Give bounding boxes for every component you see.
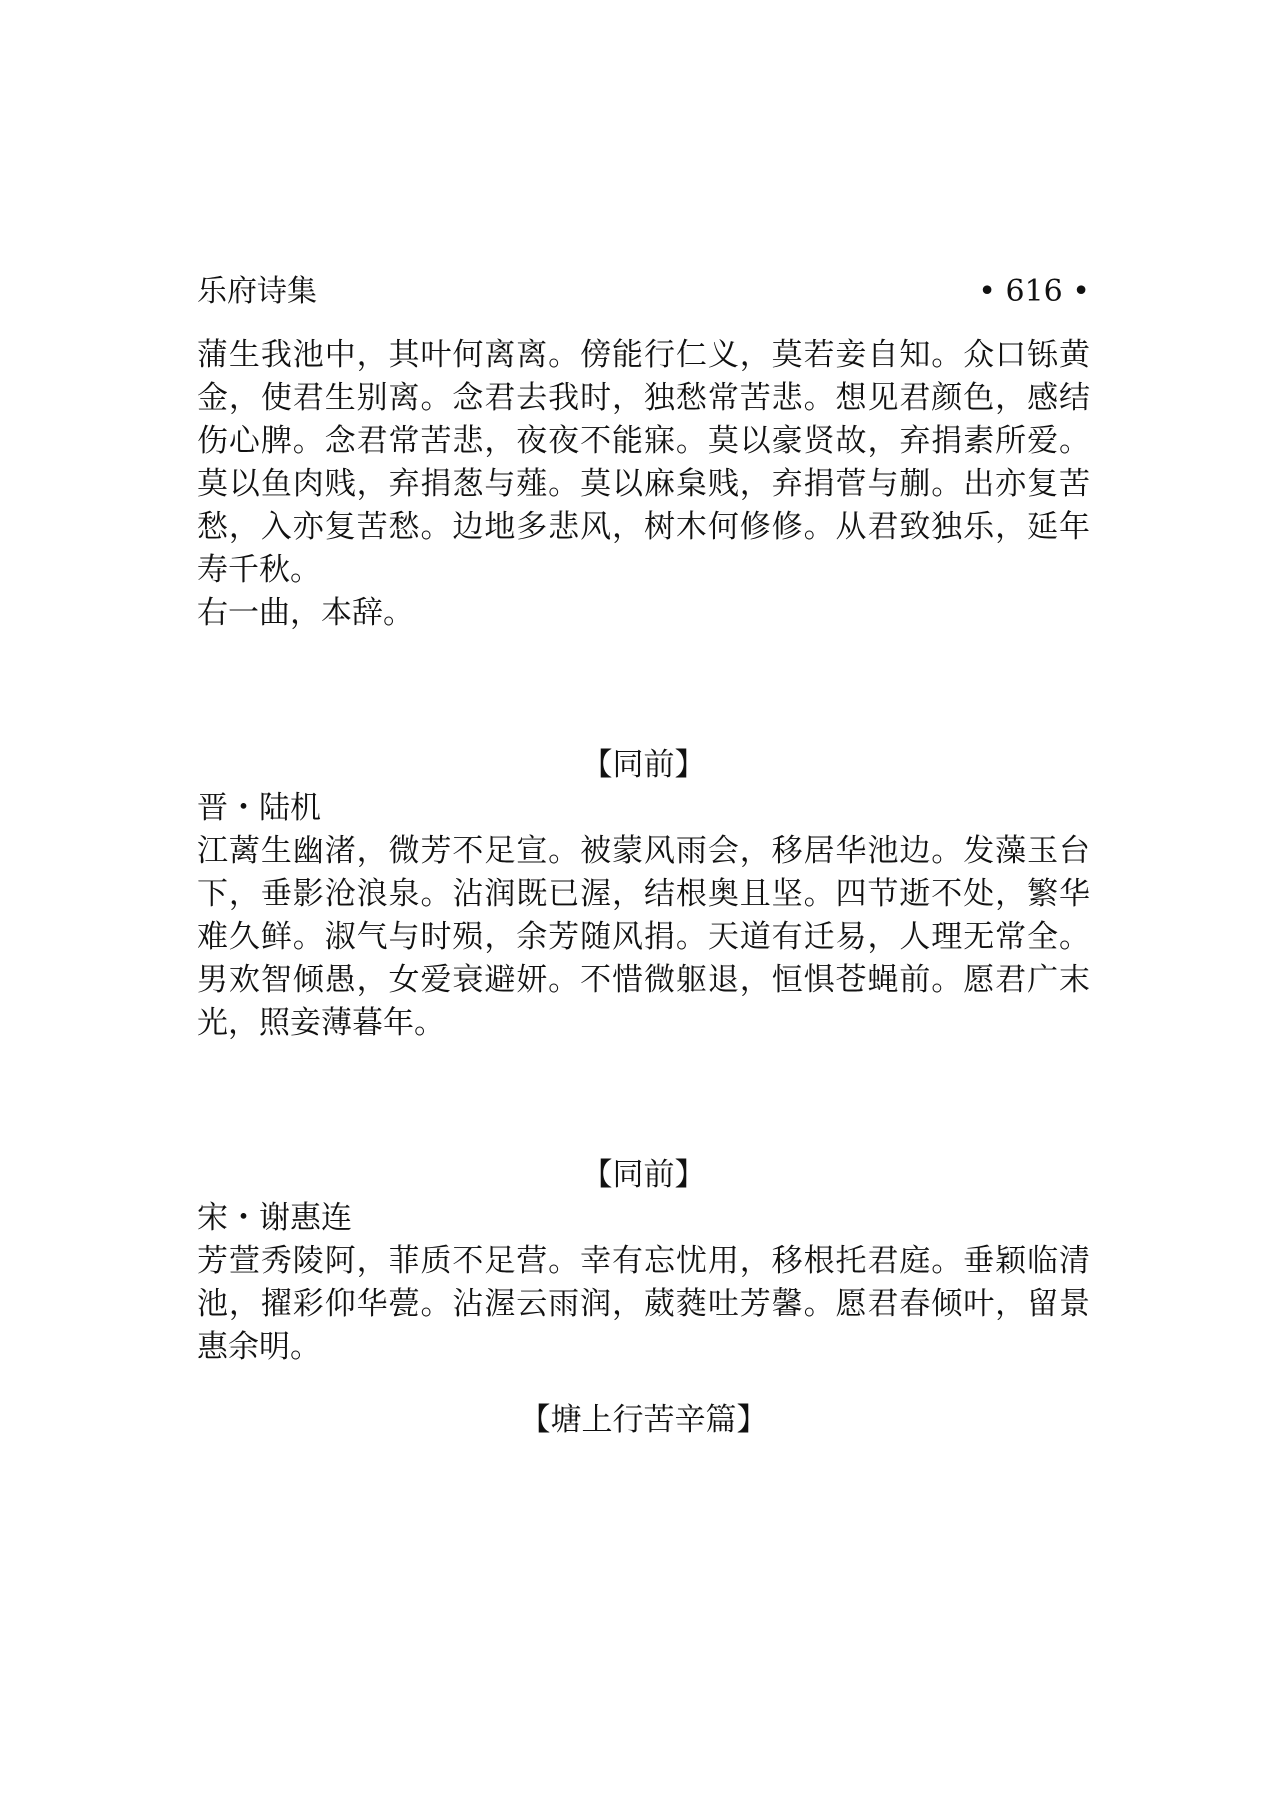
section-heading-4: 【塘上行苦辛篇】 (519, 1402, 768, 1438)
page-header (197, 270, 1090, 314)
poem-author-2: 晋・陆机 (197, 790, 321, 826)
poem-note-1: 右一曲，本辞。 (197, 595, 414, 631)
poem-text-3: 芳萱秀陵阿，菲质不足营。幸有忘忧用，移根托君庭。垂颖临清池，擢彩仰华甍。沾渥云雨润，葳蕤吐芳馨。愿君春倾叶，留景惠余明。 (197, 1243, 1090, 1365)
document-page (197, 270, 1090, 1442)
section-heading-2: 【同前】 (581, 747, 706, 783)
book-title: 乐府诗集 (197, 274, 317, 309)
section-heading-3: 【同前】 (581, 1157, 706, 1193)
page-number: • 616 • (978, 274, 1090, 309)
poem-author-3: 宋・谢惠连 (197, 1200, 352, 1236)
poem-text-1: 蒲生我池中，其叶何离离。傍能行仁义，莫若妾自知。众口铄黄金，使君生别离。念君去我时，独愁常苦悲。想见君颜色，感结伤心脾。念君常苦悲，夜夜不能寐。莫以豪贤故，弃捐素所爱。莫以鱼肉贱，弃捐葱与薤。莫以麻枲贱，弃捐菅与蒯。出亦复苦愁，入亦复苦愁。边地多悲风，树木何修修。从君致独乐，延年寿千秋。 (197, 337, 1090, 588)
poem-text-2: 江蓠生幽渚，微芳不足宣。被蒙风雨会，移居华池边。发藻玉台下，垂影沧浪泉。沾润既已渥，结根奥且坚。四节逝不处，繁华难久鲜。淑气与时殒，余芳随风捐。天道有迁易，人理无常全。男欢智倾愚，女爱衰避妍。不惜微躯退，恒惧苍蝇前。愿君广末光，照妾薄暮年。 (197, 833, 1090, 1041)
